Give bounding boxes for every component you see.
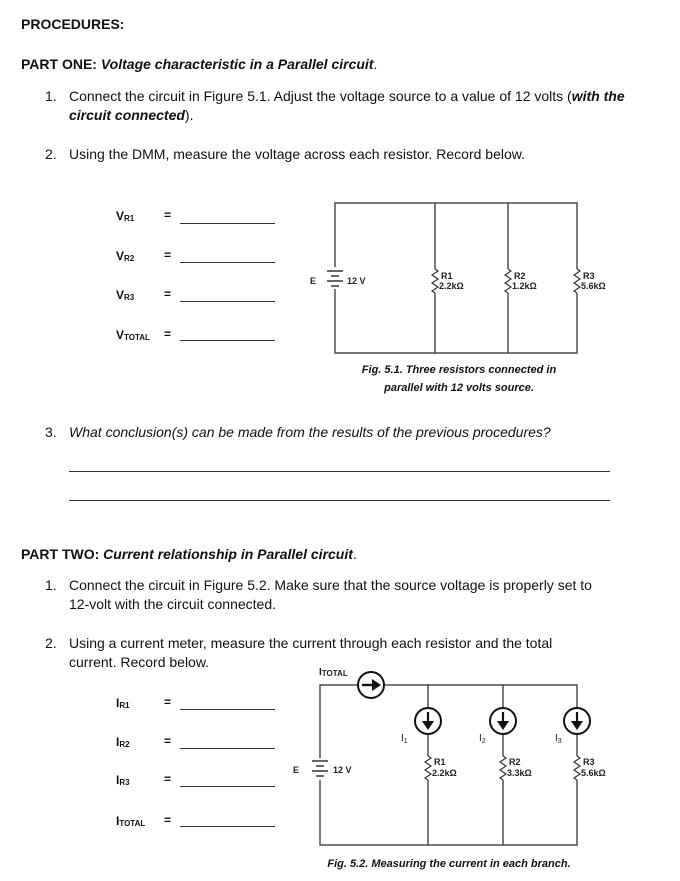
fig2-branch-meter-2 (490, 708, 516, 734)
fig1-source-label: E (310, 276, 317, 286)
fig2-i1-label: $I_1$ (401, 733, 408, 745)
part-two-heading (21, 545, 357, 564)
fig2-r2-name: R2 (509, 757, 521, 767)
vr1-label: $V_{R1}$ (116, 209, 135, 223)
p1-step2-text: Using the DMM, measure the voltage across each resistor. Record below. (69, 146, 525, 162)
fig2-branch-meter-1 (415, 708, 441, 734)
part-one-label: PART ONE: (21, 56, 97, 72)
fig2-r3-name: R3 (583, 757, 595, 767)
part-one-title: Voltage characteristic in a Parallel circuit (100, 56, 374, 72)
p1-step1-emphasis: with the circuit connected (69, 88, 625, 123)
procedures-heading: PROCEDURES: (21, 16, 125, 32)
vr3-answer-line[interactable] (180, 301, 275, 302)
ir3-equals: = (164, 772, 172, 786)
fig1-r1-value: 2.2kΩ (439, 281, 464, 291)
ir3-label: $I_{R3}$ (116, 773, 130, 787)
ir1-answer-line[interactable] (180, 709, 275, 710)
fig1-r3-name: R3 (583, 271, 595, 281)
p1-step3-text: What conclusion(s) can be made from the results of the previous procedures? (69, 424, 551, 440)
fig2-r1-name: R1 (434, 757, 446, 767)
fig2-branch-meter-3 (564, 708, 590, 734)
figure-5-2-circuit (285, 660, 625, 860)
vr3-equals: = (164, 287, 172, 301)
fig1-caption-line2: parallel with 12 volts source. (384, 382, 534, 394)
part-one-heading (21, 55, 377, 74)
vr2-answer-line[interactable] (180, 262, 275, 263)
fig1-r2-value: 1.2kΩ (512, 281, 537, 291)
fig1-caption (330, 361, 588, 397)
fig1-wire-loop (335, 203, 577, 353)
conclusion-line-1[interactable] (69, 471, 610, 472)
p2-step2-number: 2. (45, 635, 57, 651)
p2-step2-line2: current. Record below. (69, 654, 210, 670)
p2-step1-number: 1. (45, 577, 57, 593)
vtotal-equals: = (164, 327, 172, 341)
p2-step2-line1: Using a current meter, measure the current through each resistor and the total (69, 635, 553, 651)
fig2-wire-loop (320, 685, 577, 845)
fig2-caption: Fig. 5.2. Measuring the current in each branch. (327, 858, 571, 870)
fig2-i2-label: $I_2$ (479, 733, 486, 745)
vr3-label: $V_{R3}$ (116, 288, 135, 302)
p1-step1-number: 1. (45, 88, 57, 104)
ir1-label: $I_{R1}$ (116, 696, 130, 710)
fig1-caption-line1: Fig. 5.1. Three resistors connected in (361, 364, 557, 376)
itotal-label: $I_{TOTAL}$ (116, 814, 146, 828)
vr2-equals: = (164, 248, 172, 262)
p1-step1-text (69, 87, 629, 125)
fig2-r1-value: 2.2kΩ (432, 768, 457, 778)
p1-step1-main: Connect the circuit in Figure 5.1. Adjust the voltage source to a value of 12 volts ( (69, 88, 572, 104)
fig2-i3-label: $I_3$ (555, 733, 562, 745)
ir2-label: $I_{R2}$ (116, 735, 130, 749)
figure-5-1-circuit (300, 195, 620, 365)
fig2-source-value: 12 V (333, 765, 352, 775)
part-one-title-end: . (373, 56, 378, 72)
fig2-total-label: ITOTAL (319, 667, 348, 678)
fig2-source-label: E (293, 765, 300, 775)
fig1-r3-value: 5.6kΩ (581, 281, 606, 291)
fig2-r3-value: 5.6kΩ (581, 768, 606, 778)
ir3-answer-line[interactable] (180, 786, 275, 787)
itotal-answer-line[interactable] (180, 826, 275, 827)
ir2-equals: = (164, 734, 172, 748)
vr2-label: $V_{R2}$ (116, 249, 135, 263)
p1-step2-number: 2. (45, 146, 57, 162)
p1-step3-number: 3. (45, 424, 57, 440)
itotal-equals: = (164, 813, 172, 827)
fig2-r2-value: 3.3kΩ (507, 768, 532, 778)
vtotal-answer-line[interactable] (180, 340, 275, 341)
conclusion-line-2[interactable] (69, 500, 610, 501)
p1-step1-end: ). (184, 107, 194, 123)
part-two-label: PART TWO: (21, 546, 100, 562)
vr1-equals: = (164, 208, 172, 222)
vtotal-label: $V_{TOTAL}$ (116, 328, 150, 342)
part-two-title-end: . (352, 546, 357, 562)
part-two-title: Current relationship in Parallel circuit (103, 546, 353, 562)
ir1-equals: = (164, 695, 172, 709)
ir2-answer-line[interactable] (180, 748, 275, 749)
fig1-r2-name: R2 (514, 271, 526, 281)
fig1-source-value: 12 V (347, 276, 366, 286)
fig1-r1-name: R1 (441, 271, 453, 281)
p2-step1-line2: 12-volt with the circuit connected. (69, 596, 276, 612)
p2-step1-line1: Connect the circuit in Figure 5.2. Make sure that the source voltage is properly set to (69, 577, 592, 593)
vr1-answer-line[interactable] (180, 223, 275, 224)
